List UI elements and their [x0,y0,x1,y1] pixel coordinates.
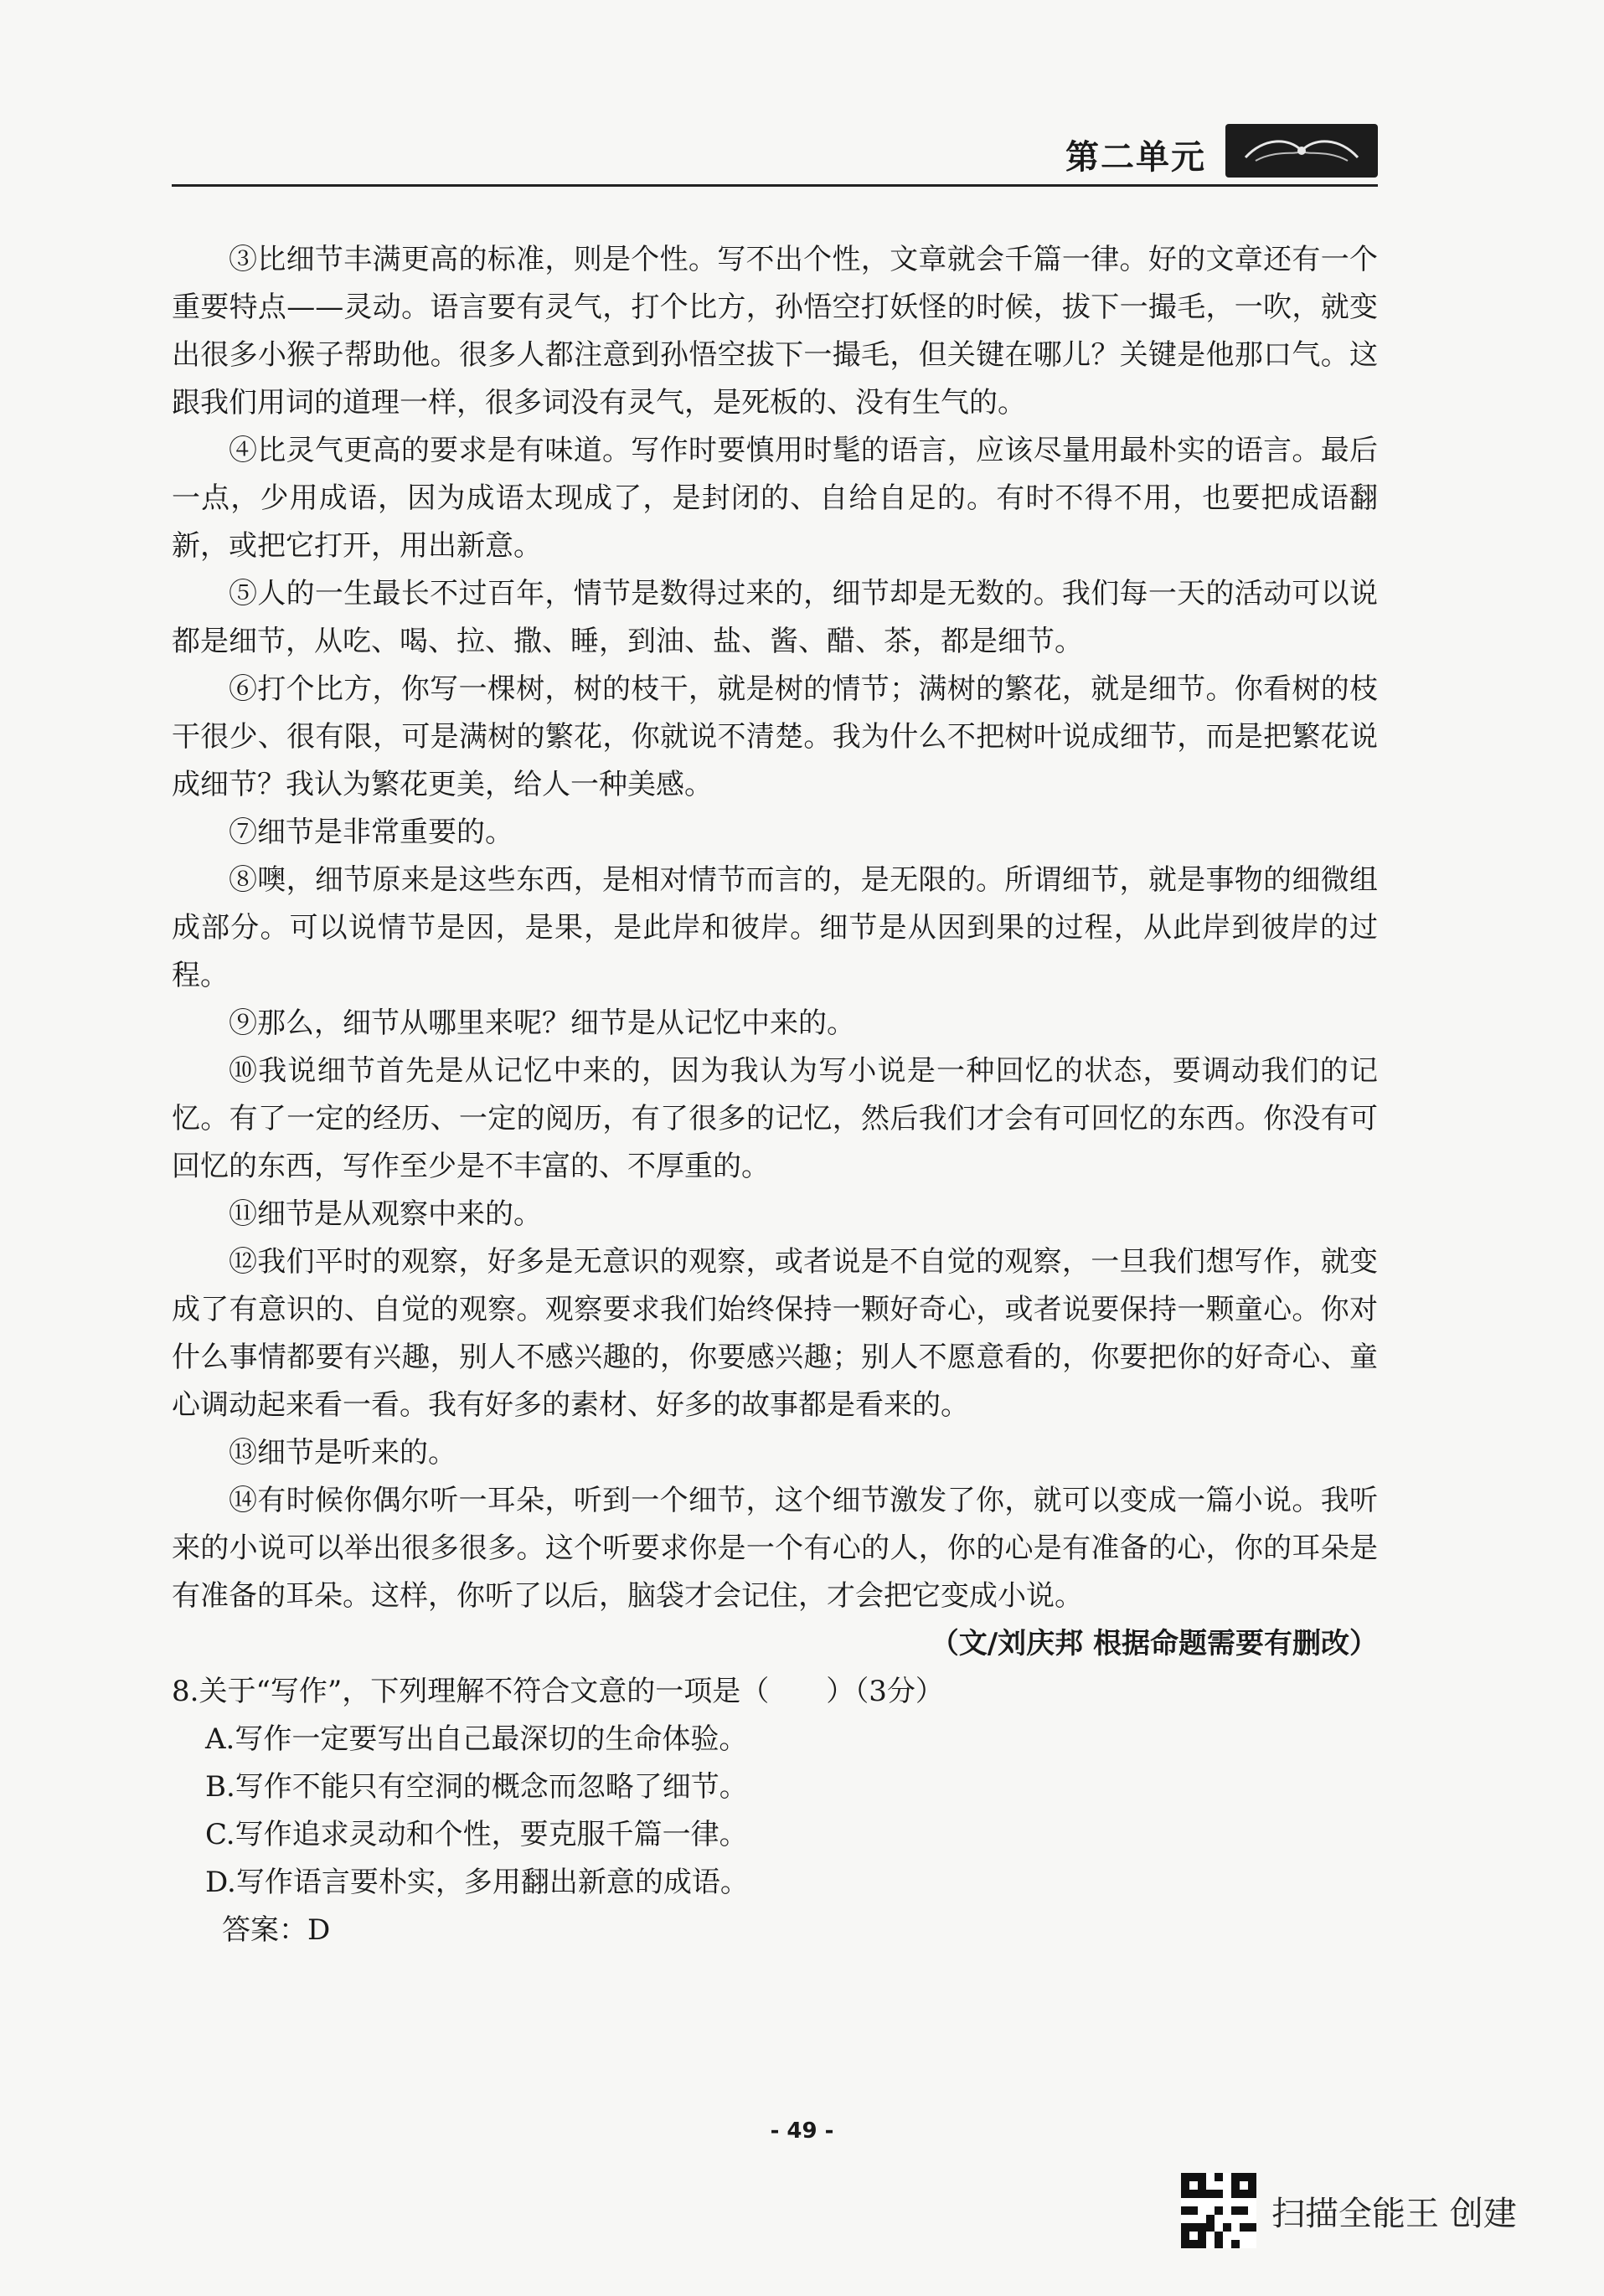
paragraph: ④比灵气更高的要求是有味道。写作时要慎用时髦的语言，应该尽量用最朴实的语言。最后一点，少用成语，因为成语太现成了，是封闭的、自给自足的。有时不得不用，也要把成语翻新，或把它打开，用出新意。 [172,434,1378,563]
option-a: A.写作一定要写出自己最深切的生命体验。 [205,1722,748,1756]
option-b: B.写作不能只有空洞的概念而忽略了细节。 [205,1770,748,1804]
header-divider [172,184,1378,187]
qr-code-icon [1181,2173,1256,2248]
article-body [172,236,1378,1954]
paragraph: ⑩我说细节首先是从记忆中来的，因为我认为写小说是一种回忆的状态，要调动我们的记忆。有了一定的经历、一定的阅历，有了很多的记忆，然后我们才会有可回忆的东西。你没有可回忆的东西，写作至少是不丰富的、不厚重的。 [172,1054,1378,1183]
option-c: C.写作追求灵动和个性，要克服千篇一律。 [205,1818,748,1851]
paragraph: ⑪细节是从观察中来的。 [229,1197,542,1231]
paragraph: ⑤人的一生最长不过百年，情节是数得过来的，细节却是无数的。我们每一天的活动可以说都是细节，从吃、喝、拉、撒、睡，到油、盐、酱、醋、茶，都是细节。 [172,577,1378,658]
paragraph: ⑭有时候你偶尔听一耳朵，听到一个细节，这个细节激发了你，就可以变成一篇小说。我听来的小说可以举出很多很多。这个听要求你是一个有心的人，你的心是有准备的心，你的耳朵是有准备的耳朵。这样，你听了以后，脑袋才会记住，才会把它变成小说。 [172,1484,1378,1613]
paragraph: ⑬细节是听来的。 [229,1436,456,1470]
paragraph: ⑥打个比方，你写一棵树，树的枝干，就是树的情节；满树的繁花，就是细节。你看树的枝干很少、很有限，可是满树的繁花，你就说不清楚。我为什么不把树叶说成细节，而是把繁花说成细节？我认为繁花更美，给人一种美感。 [172,672,1378,801]
watermark-text: 扫描全能王 创建 [1271,2194,1517,2233]
page-number: - 49 - [770,2118,834,2144]
scanner-watermark [1181,2169,1517,2252]
paragraph: ⑧噢，细节原来是这些东西，是相对情节而言的，是无限的。所谓细节，就是事物的细微组成部分。可以说情节是因，是果，是此岸和彼岸。细节是从因到果的过程，从此岸到彼岸的过程。 [172,863,1378,992]
paragraph: ⑦细节是非常重要的。 [229,816,513,849]
paragraph: ⑨那么，细节从哪里来呢？细节是从记忆中来的。 [229,1006,855,1040]
unit-title: 第二单元 [1065,138,1206,177]
answer-text: 答案：D [222,1913,331,1947]
paragraph: ③比细节丰满更高的标准，则是个性。写不出个性，文章就会千篇一律。好的文章还有一个重要特点——灵动。语言要有灵气，打个比方，孙悟空打妖怪的时候，拔下一撮毛，一吹，就变出很多小猴子帮助他。很多人都注意到孙悟空拔下一撮毛，但关键在哪儿？关键是他那口气。这跟我们用词的道理一样，很多词没有灵气，是死板的、没有生气的。 [172,243,1378,420]
question-stem: 8.关于“写作”，下列理解不符合文意的一项是（ ）（3分） [172,1675,944,1708]
page-header [172,124,1378,184]
paragraph: ⑫我们平时的观察，好多是无意识的观察，或者说是不自觉的观察，一旦我们想写作，就变成了有意识的、自觉的观察。观察要求我们始终保持一颗好奇心，或者说要保持一颗童心。你对什么事情都要有兴趣，别人不感兴趣的，你要感兴趣；别人不愿意看的，你要把你的好奇心、童心调动起来看一看。我有好多的素材、好多的故事都是看来的。 [172,1245,1378,1422]
option-d: D.写作语言要朴实，多用翻出新意的成语。 [205,1866,749,1899]
series-logo-icon [1225,124,1378,178]
question-block [172,1668,1378,1954]
source-attribution: （文/刘庆邦 根据命题需要有删改） [930,1627,1378,1660]
